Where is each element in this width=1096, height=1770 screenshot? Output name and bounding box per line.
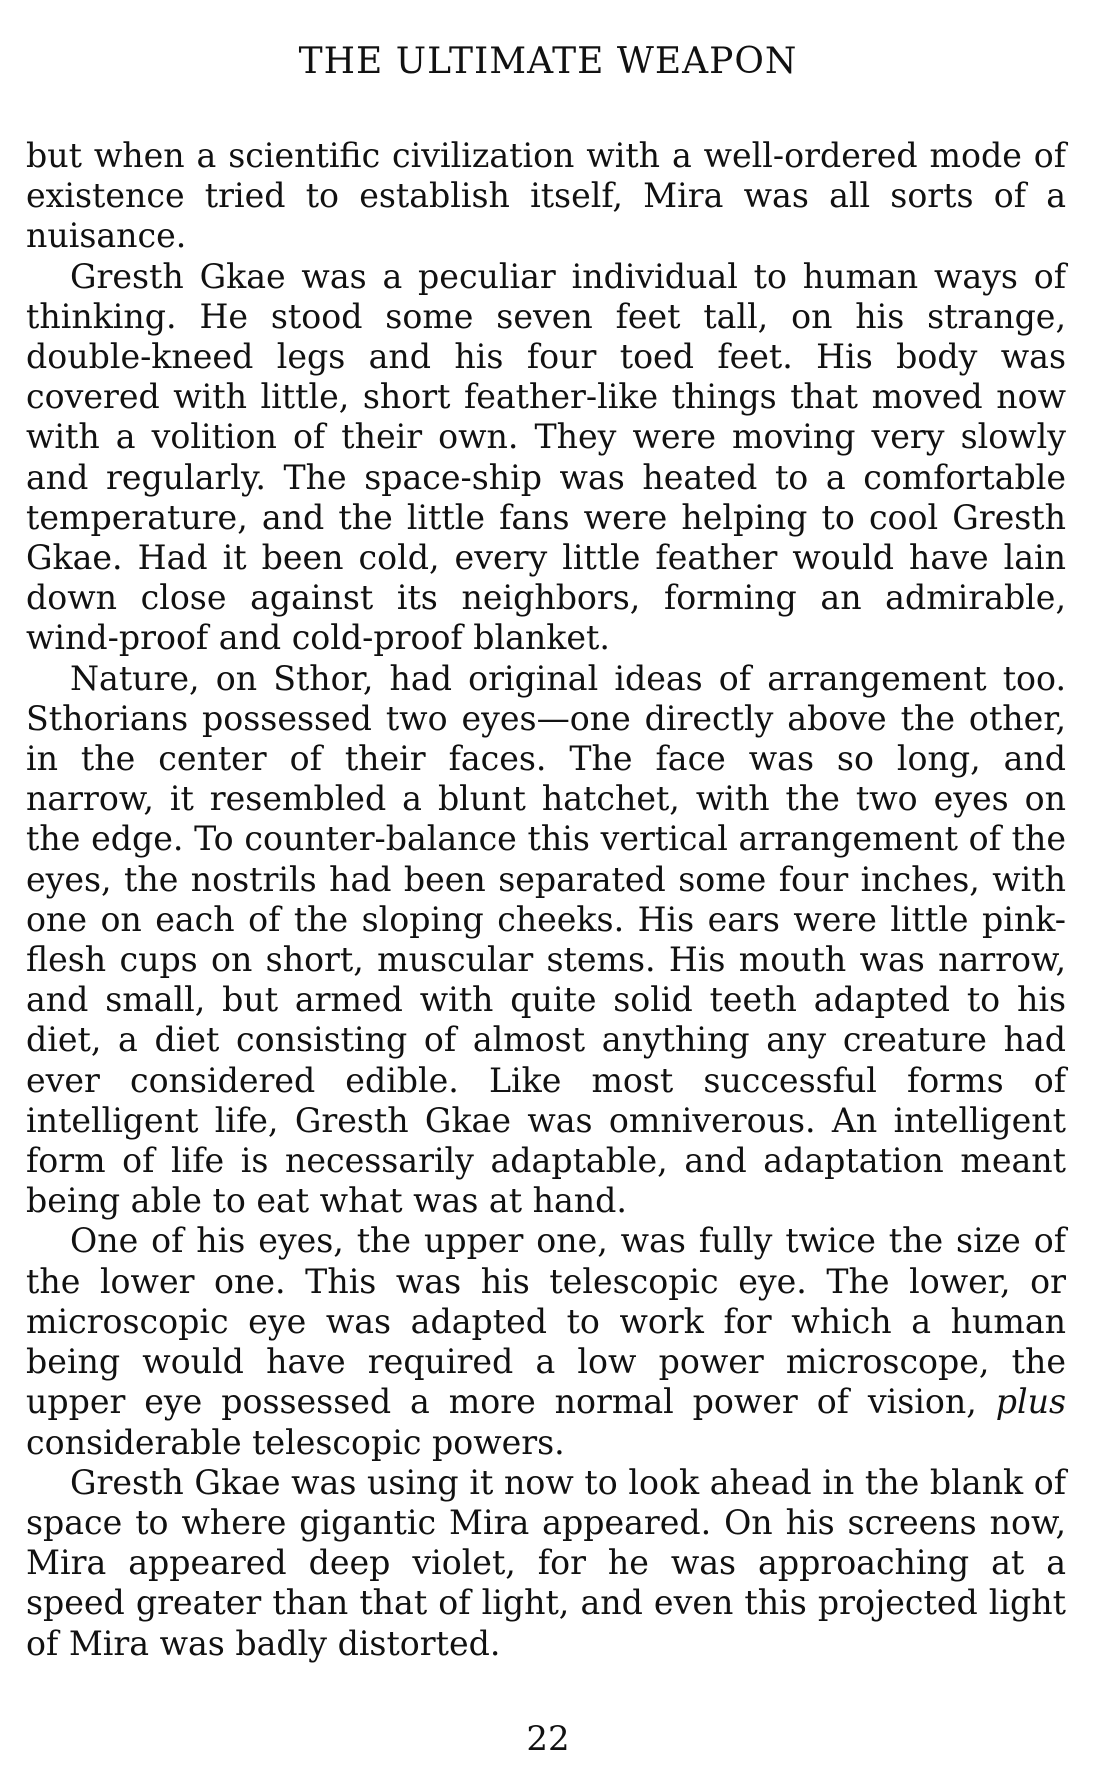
paragraph-sthorian-anatomy: Nature, on Sthor, had original ideas of arrangement too. Sthorians possessed two eyes—one directly above the other, in the center of their faces. The face was so long, and narrow, it resembled a blunt hatchet, with the two eyes on the edge. To counter-balance this vertical arrangement of the eyes, the nostrils had been separated some four inches, with one on each of the sloping cheeks. His ears were little pink-flesh cups on short, muscular stems. His mouth was narrow, and small, but armed with quite solid teeth adapted to his diet, a diet consisting of almost anything any creature had ever considered edible. Like most successful forms of intelligent life, Gresth Gkae was omniverous. An intelligent form of life is necessarily adaptable, and adaptation meant being able to eat what was at hand. — [26, 658, 1066, 1221]
running-title: THE ULTIMATE WEAPON — [298, 41, 798, 82]
paragraph-eyes-text-after: considerable telescopic powers. — [26, 1422, 565, 1462]
emphasis-plus: plus — [995, 1382, 1066, 1422]
paragraph-eyes — [26, 1221, 1066, 1462]
paragraph-eyes-text-before: One of his eyes, the upper one, was fully twice the size of the lower one. This was his telescopic eye. The lower, or microscopic eye was adapted to work for which a human being would have required a low power microscope, the upper eye possessed a more normal power of vision, — [26, 1221, 1066, 1422]
page-number: 22 — [526, 1719, 570, 1759]
paragraph-continuation: but when a scientific civilization with a well-ordered mode of existence tried to establish itself, Mira was all sorts of a nuisance. — [26, 136, 1066, 256]
paragraph-mira-approach: Gresth Gkae was using it now to look ahead in the blank of space to where gigantic Mira appeared. On his screens now, Mira appeared deep violet, for he was approaching at a speed greater than that of light, and even this projected light of Mira was badly distorted. — [26, 1462, 1066, 1663]
body-text — [26, 136, 1066, 1664]
paragraph-gresth-description: Gresth Gkae was a peculiar individual to human ways of thinking. He stood some seven feet tall, on his strange, double-kneed legs and his four toed feet. His body was covered with little, short feather-like things that moved now with a volition of their own. They were moving very slowly and regularly. The space-ship was heated to a comfortable temperature, and the little fans were helping to cool Gresth Gkae. Had it been cold, every little feather would have lain down close against its neighbors, forming an admirable, wind-proof and cold-proof blanket. — [26, 256, 1066, 658]
